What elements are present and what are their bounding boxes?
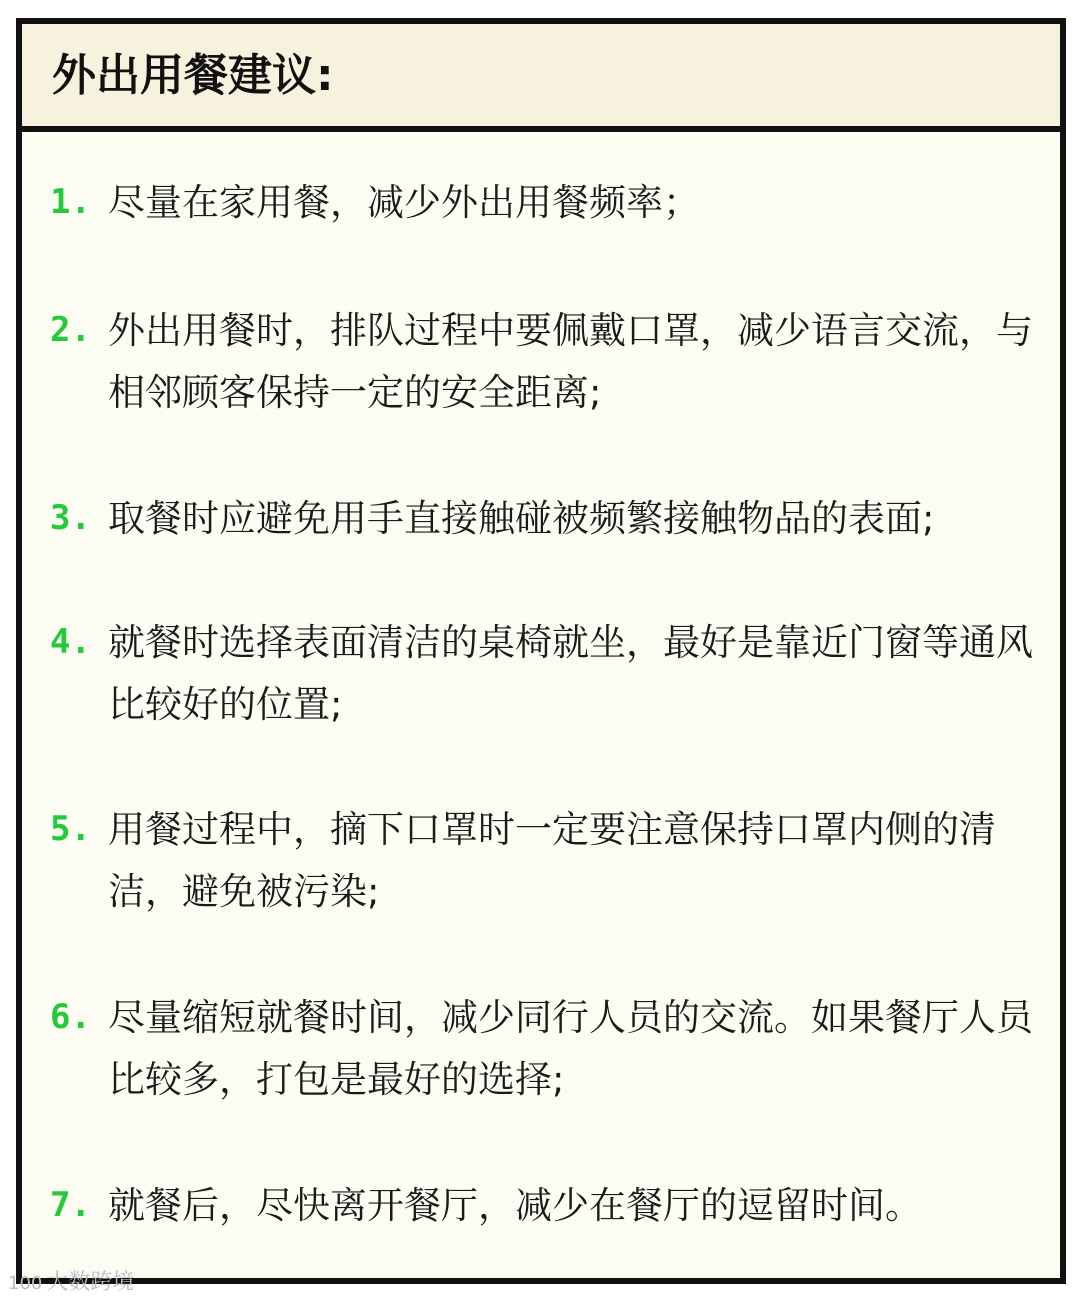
item-number: 6.: [50, 997, 91, 1037]
item-text: 尽量缩短就餐时间，减少同行人员的交流。如果餐厅人员比较多，打包是最好的选择;: [108, 996, 1033, 1101]
item-number: 3.: [50, 498, 91, 538]
item-text: 取餐时应避免用手直接触碰被频繁接触物品的表面;: [108, 497, 935, 540]
page-title: 外出用餐建议:: [52, 50, 334, 101]
advice-card: [16, 18, 1066, 1284]
item-number: 5.: [50, 809, 91, 849]
item-number: 1.: [50, 182, 91, 222]
item-number: 7.: [50, 1185, 91, 1225]
item-text: 用餐过程中，摘下口罩时一定要注意保持口罩内侧的清洁，避免被污染;: [108, 808, 996, 913]
item-text: 尽量在家用餐，减少外出用餐频率；: [108, 181, 700, 224]
item-text: 就餐后，尽快离开餐厅，减少在餐厅的逗留时间。: [108, 1184, 922, 1227]
item-text: 就餐时选择表面清洁的桌椅就坐，最好是靠近门窗等通风比较好的位置;: [108, 621, 1033, 726]
item-text: 外出用餐时，排队过程中要佩戴口罩，减少语言交流，与相邻顾客保持一定的安全距离;: [108, 309, 1033, 414]
item-number: 4.: [50, 622, 91, 662]
watermark-logo-icon: 100: [8, 1273, 43, 1294]
item-number: 2.: [50, 310, 91, 350]
watermark: [8, 1268, 134, 1299]
card-header: [22, 24, 1060, 132]
watermark-text: 大数跨境: [46, 1270, 135, 1295]
